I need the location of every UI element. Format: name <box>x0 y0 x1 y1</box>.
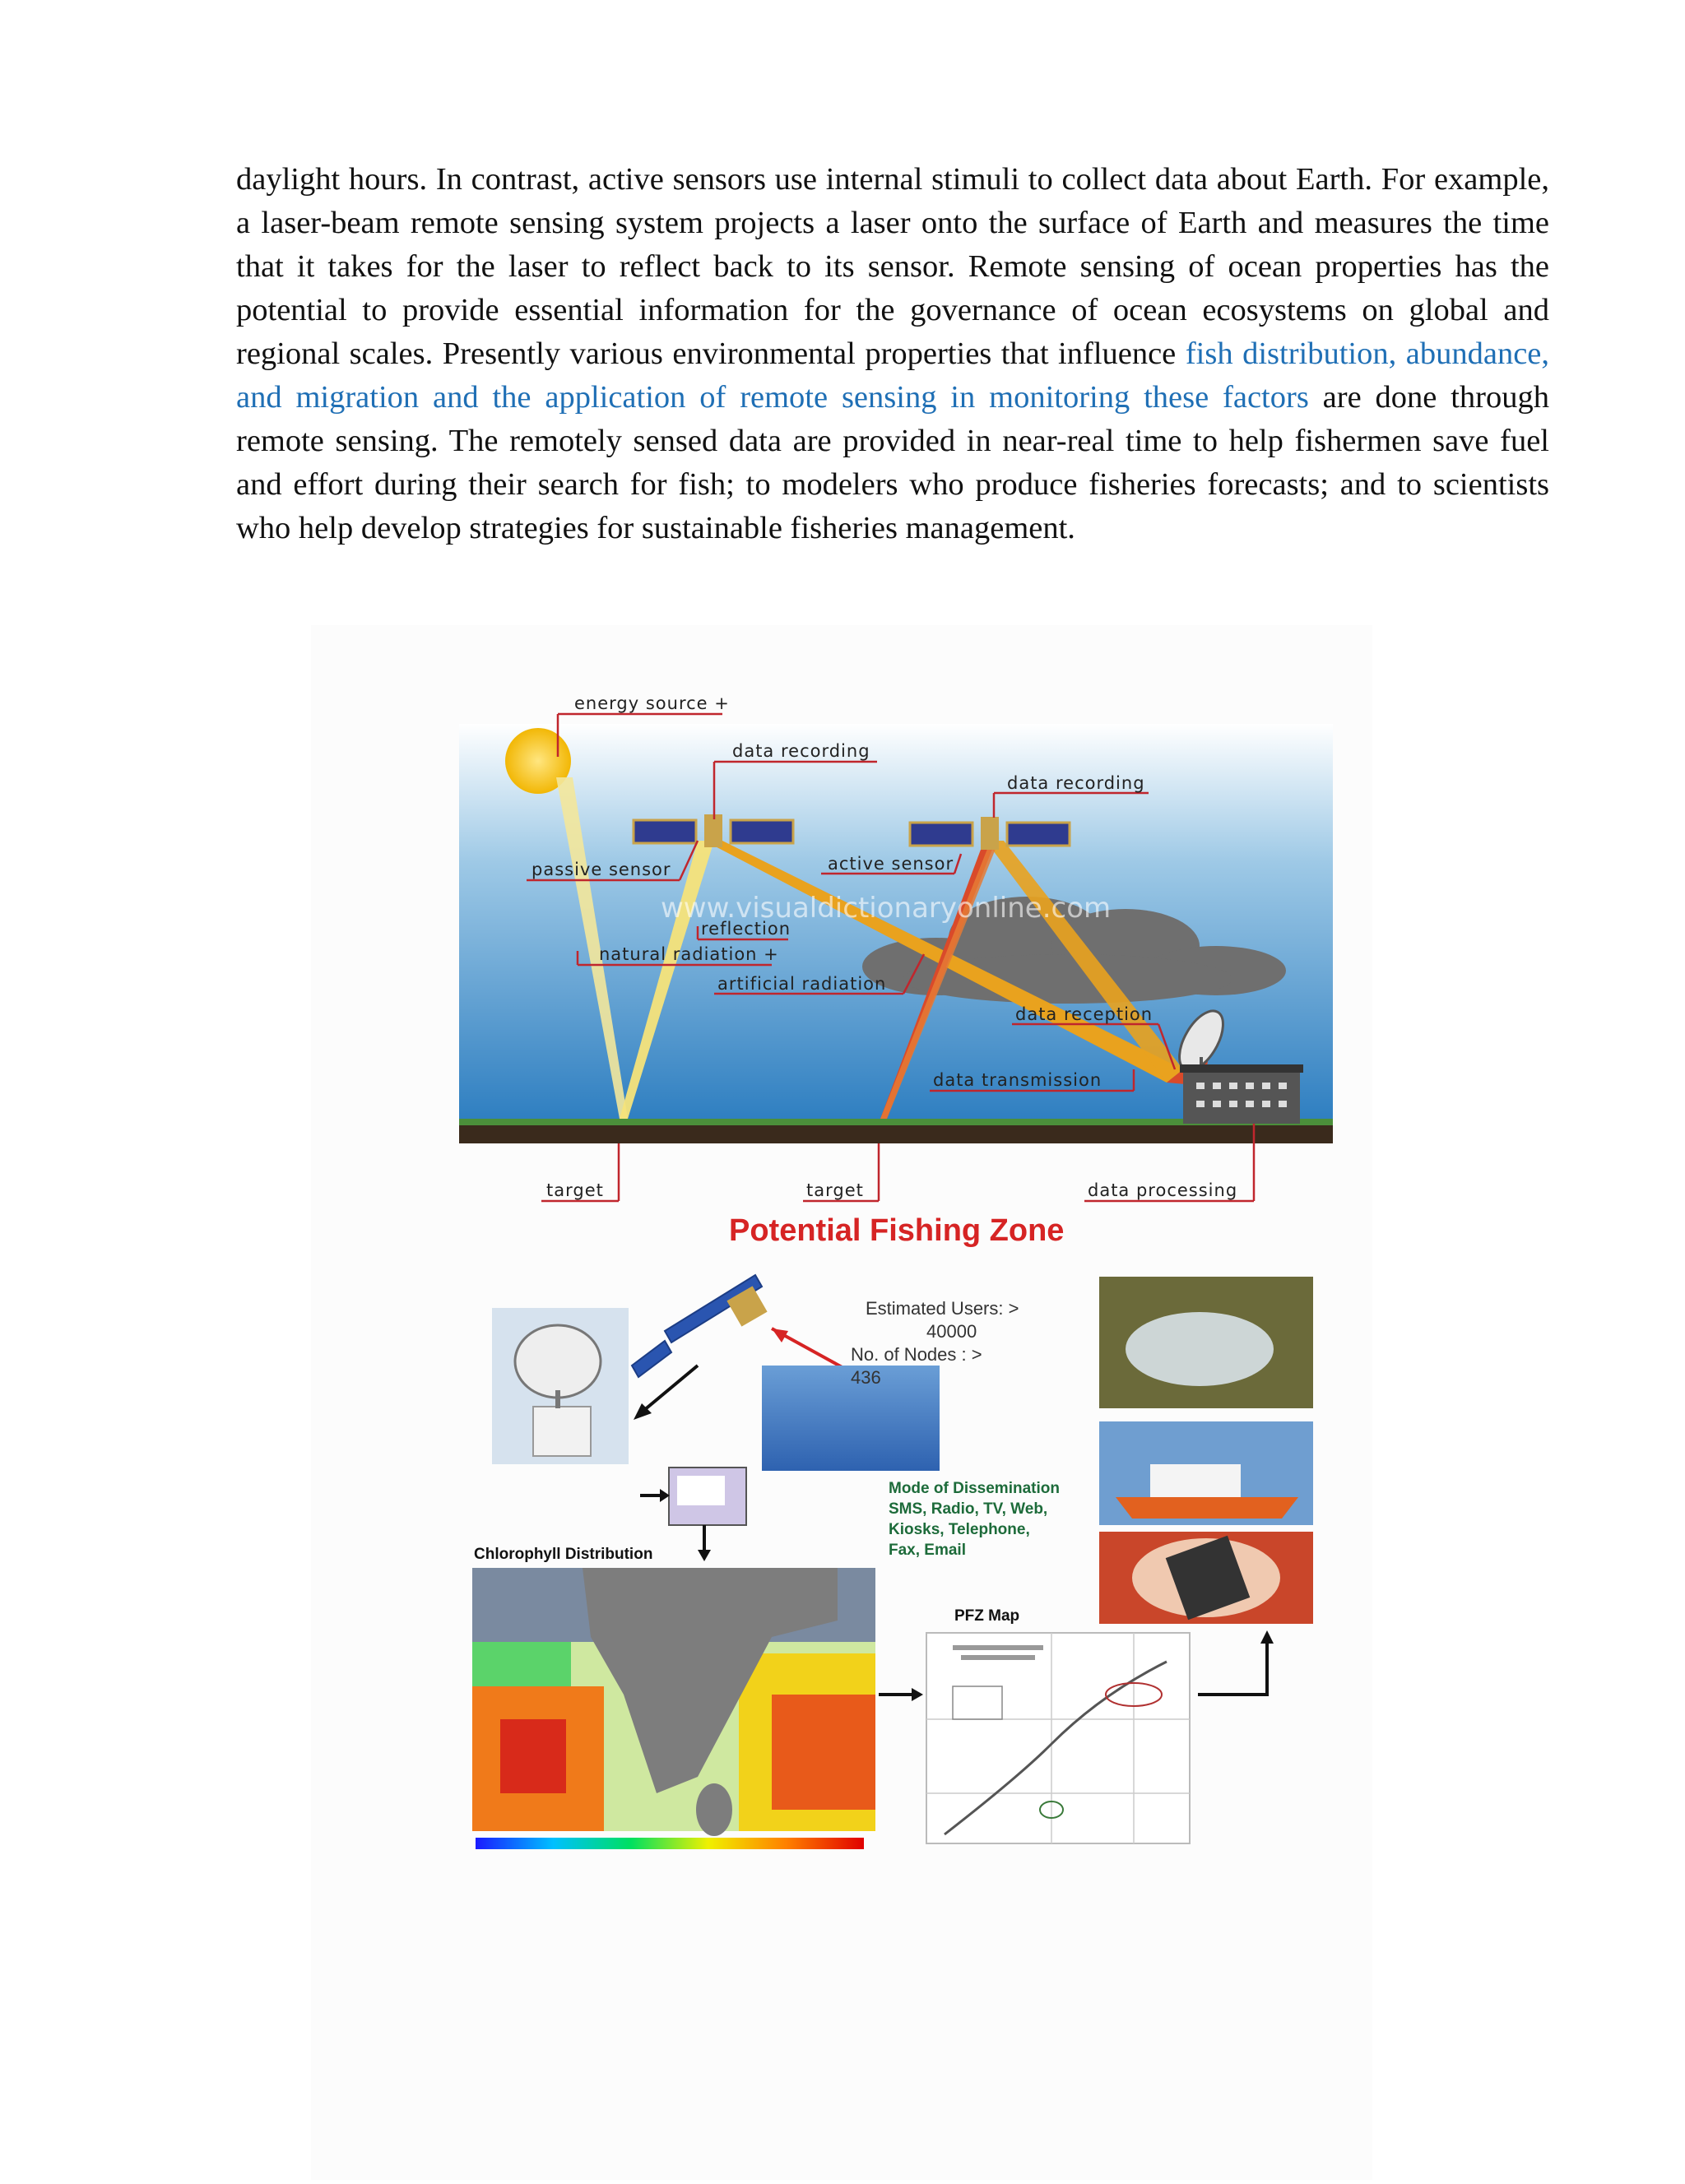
arrowhead-chlorophyll <box>698 1550 711 1561</box>
nodes-label: No. of Nodes : > <box>851 1344 982 1365</box>
label-energy-source: energy source + <box>574 693 730 713</box>
pfz-title: Potential Fishing Zone <box>729 1213 1065 1248</box>
figure-panel <box>311 625 1372 2180</box>
fishermen-photo <box>1099 1277 1313 1408</box>
label-target-2: target <box>806 1180 864 1200</box>
nodes-value: 436 <box>851 1367 881 1388</box>
label-passive-sensor: passive sensor <box>531 860 671 879</box>
arrow-pfz-to-users <box>1198 1639 1267 1695</box>
label-natural-radiation: natural radiation + <box>599 944 779 964</box>
body-paragraph <box>236 158 1549 550</box>
label-data-recording-2: data recording <box>1007 773 1145 793</box>
label-data-recording-1: data recording <box>732 741 870 761</box>
label-target-1: target <box>546 1180 604 1200</box>
mode-line-2: SMS, Radio, TV, Web, <box>889 1500 1048 1518</box>
label-artificial-radiation: artificial radiation <box>717 974 887 994</box>
label-active-sensor: active sensor <box>828 854 954 874</box>
estimated-users-label: Estimated Users: > <box>866 1298 1019 1319</box>
paragraph-text-end: are done through remote sensing. The remotely sensed data are provided in near-real time to help fishermen save fuel and effort during their search for fish; to modelers who produce fisheries forecasts; and to scientists who help develop strategies for sustainable fisheries management. <box>236 380 1549 545</box>
chlorophyll-map <box>472 1568 875 1836</box>
pfz-map <box>926 1633 1190 1843</box>
mode-line-4: Fax, Email <box>889 1542 966 1559</box>
ground-station-building-icon <box>1180 1064 1303 1124</box>
pfz-map-caption: PFZ Map <box>954 1607 1020 1625</box>
chlorophyll-caption: Chlorophyll Distribution <box>474 1546 653 1563</box>
paragraph-link[interactable]: fish distribution, abundance, and migration and the application of remote sensing in monitoring these factors <box>236 336 1550 415</box>
label-data-transmission: data transmission <box>933 1070 1102 1090</box>
estimated-users-value: 40000 <box>926 1321 977 1342</box>
remote-sensing-figure <box>311 625 1372 2180</box>
label-reflection: reflection <box>701 919 791 939</box>
computer-icon <box>669 1468 746 1525</box>
arrow-sat-to-station <box>638 1366 698 1415</box>
mode-line-3: Kiosks, Telephone, <box>889 1521 1030 1538</box>
arrowhead-users <box>1260 1630 1274 1644</box>
chlorophyll-color-scale <box>476 1838 864 1849</box>
mode-line-1: Mode of Dissemination <box>889 1480 1060 1497</box>
ground-strip <box>459 1125 1333 1143</box>
arrowhead-pfz-map <box>912 1688 923 1701</box>
paragraph-text-start: daylight hours. In contrast, active sensors use internal stimuli to collect data about Earth. For example, a laser-beam remote sensing system projects a laser onto the surface of Earth and measures the time that it takes for the laser to reflect back to its sensor. Remote sensing of ocean properties has the potential to provide essential information for the governance of ocean ecosystems on global and regional scales. Presently various environmental properties that influence <box>236 162 1549 371</box>
watermark-text: www.visualdictionaryonline.com <box>661 892 1112 925</box>
fishing-vessel-photo <box>1099 1421 1313 1525</box>
mobile-phone-photo <box>1099 1532 1313 1624</box>
active-satellite-icon <box>910 817 1070 850</box>
pfz-satellite-icon <box>632 1275 768 1377</box>
label-data-processing: data processing <box>1088 1180 1238 1200</box>
label-data-reception: data reception <box>1015 1004 1154 1024</box>
ground-station-photo <box>492 1308 629 1464</box>
